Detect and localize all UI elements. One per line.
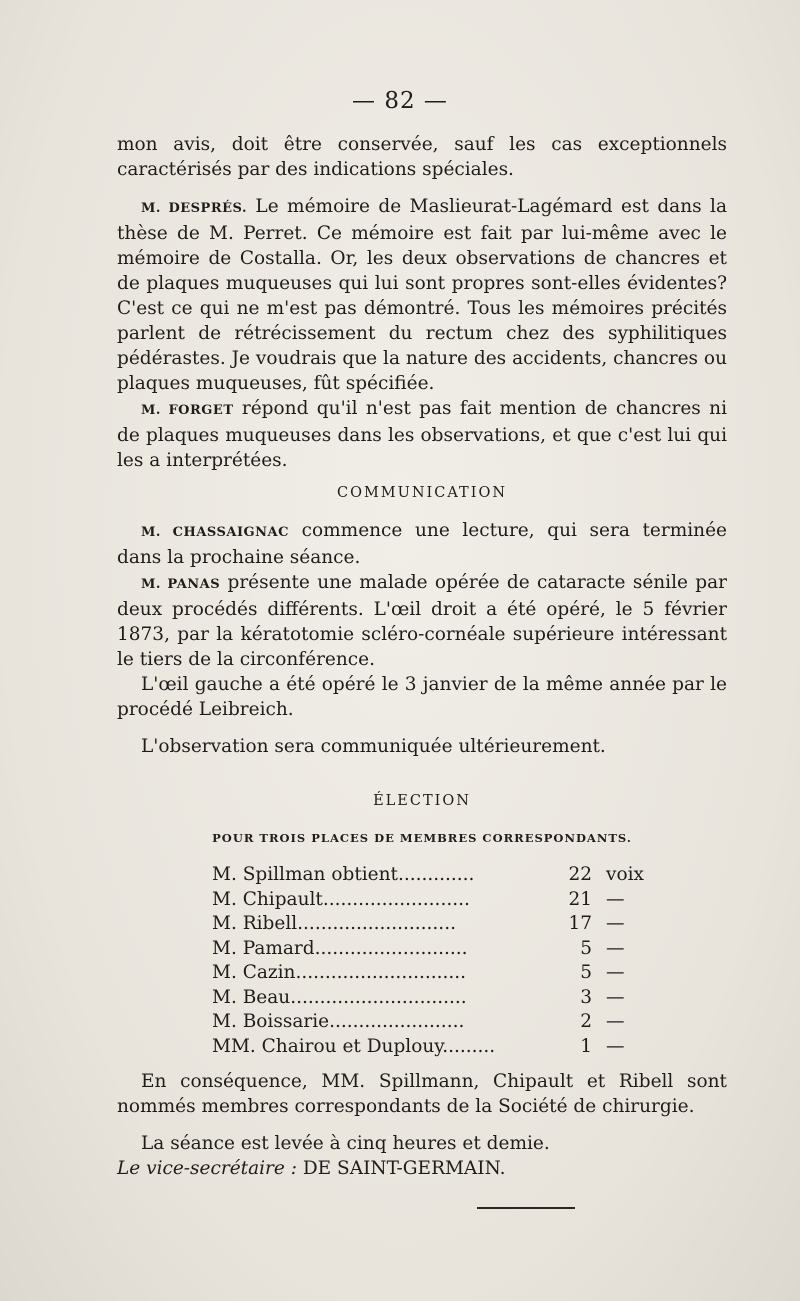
paragraph-continuation: mon avis, doit être conservée, sauf les cas exceptionnels caractérisés par des indications spéciales. <box>117 134 727 180</box>
paragraph-chassaignac <box>117 518 727 570</box>
closing-rule <box>477 1207 575 1209</box>
vote-count: 5 <box>580 937 592 959</box>
candidate-name: M. Beau.............................. <box>212 986 467 1008</box>
vote-unit: — <box>606 1011 625 1032</box>
candidate-name: M. Spillman obtient............. <box>212 864 475 885</box>
candidate-name: M. Pamard.......................... <box>212 937 468 959</box>
election-result-row <box>212 1035 644 1060</box>
candidate-name: MM. Chairou et Duplouy......... <box>212 1035 496 1057</box>
text-chassaignac: commence une lecture, qui sera terminée dans la prochaine séance. <box>117 520 727 568</box>
candidate-name: M. Boissarie....................... <box>212 1011 465 1032</box>
vote-count: 22 <box>568 864 592 885</box>
election-result-row <box>212 937 644 962</box>
page-body <box>117 132 727 1209</box>
election-result-row <box>212 912 644 937</box>
vote-unit: — <box>606 913 625 934</box>
vote-count: 17 <box>568 913 592 934</box>
paragraph-oeil-gauche: L'œil gauche a été opéré le 3 janvier de la même année par le procédé Leibreich. <box>117 674 727 720</box>
election-result-row <box>212 888 644 913</box>
closing-line: La séance est levée à cinq heures et demie. <box>141 1133 550 1154</box>
speaker-panas: M. PANAS <box>141 577 221 592</box>
vote-unit: — <box>606 986 625 1008</box>
paragraph-panas <box>117 570 727 672</box>
vote-count: 21 <box>568 888 592 910</box>
election-result-row <box>212 986 644 1011</box>
vote-unit: — <box>606 888 625 910</box>
election-heading: ÉLECTION <box>373 793 471 809</box>
signature-line <box>117 1156 727 1181</box>
text-panas: présente une malade opérée de cataracte sénile par deux procédés différents. L'œil droit a été opéré, le 5 février 1873, par la kératotomie scléro-cornéale supérieure intéressant le tiers de la circonférence. <box>117 572 727 670</box>
signature-role: Le vice-secrétaire : <box>117 1158 297 1179</box>
candidate-name: M. Cazin............................. <box>212 962 467 983</box>
election-result-row <box>212 863 644 888</box>
text-forget: répond qu'il n'est pas fait mention de chancres ni de plaques muqueuses dans les observations, et que c'est lui qui les a interprétées. <box>117 398 727 471</box>
page-number: — 82 — <box>352 88 448 114</box>
election-result-row <box>212 1010 644 1035</box>
vote-unit: — <box>606 937 625 959</box>
election-conclusion: En conséquence, MM. Spillmann, Chipault et Ribell sont nommés membres correspondants de la Société de chirurgie. <box>117 1071 727 1117</box>
paragraph-observation: L'observation sera communiquée ultérieurement. <box>141 736 606 757</box>
speaker-despres: M. DESPRÉS. <box>141 201 247 216</box>
speaker-forget: M. FORGET <box>141 403 234 418</box>
communication-heading: COMMUNICATION <box>336 485 508 501</box>
vote-unit: — <box>606 962 625 983</box>
vote-count: 3 <box>580 986 592 1008</box>
candidate-name: M. Chipault......................... <box>212 888 470 910</box>
paragraph-forget <box>117 396 727 473</box>
signature-name: DE SAINT-GERMAIN. <box>302 1158 506 1179</box>
election-results-table <box>212 863 644 1059</box>
text-despres: Le mémoire de Maslieurat-Lagémard est dans la thèse de M. Perret. Ce mémoire est fait par lui-même avec le mémoire de Costalla. Or, les deux observations de chancres et de plaques muqueuses qui lui sont propres sont-elles évidentes? C'est ce qui ne m'est pas démontré. Tous les mémoires précités parlent de rétrécissement du rectum chez des syphilitiques pédérastes. Je voudrais que la nature des accidents, chancres ou plaques muqueuses, fût spécifiée. <box>117 196 727 394</box>
vote-count: 2 <box>580 1011 592 1032</box>
vote-unit: — <box>606 1035 625 1057</box>
vote-count: 5 <box>580 962 592 983</box>
speaker-chassaignac: M. CHASSAIGNAC <box>141 525 289 540</box>
vote-unit: voix <box>606 864 644 885</box>
election-subheading: POUR TROIS PLACES DE MEMBRES CORRESPONDANTS. <box>212 831 632 845</box>
election-result-row <box>212 961 644 986</box>
vote-count: 1 <box>580 1035 592 1057</box>
candidate-name: M. Ribell........................... <box>212 913 456 934</box>
paragraph-despres <box>117 194 727 396</box>
